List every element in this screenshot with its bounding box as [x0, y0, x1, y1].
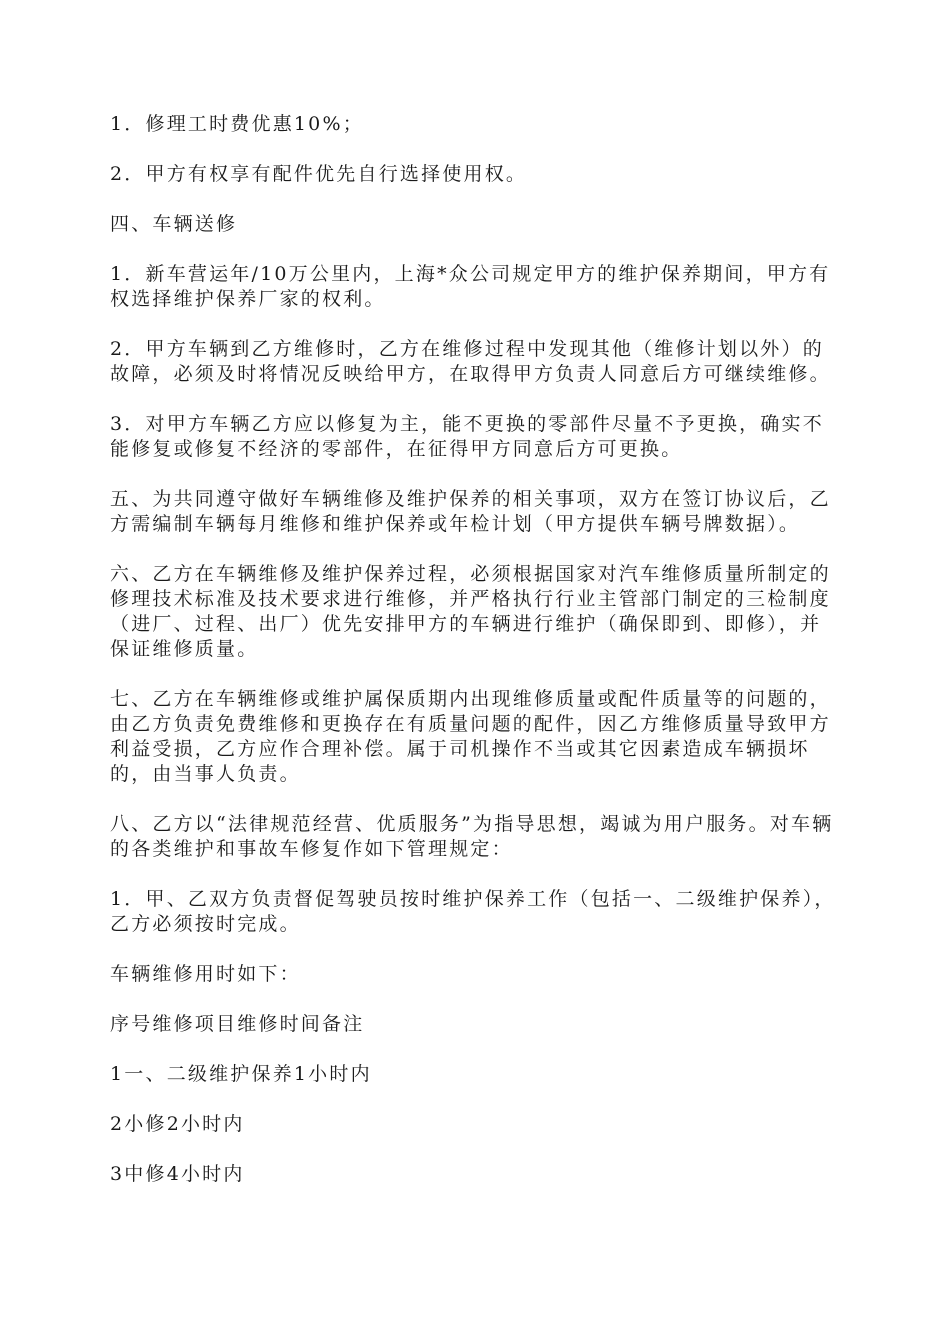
- item-labor-discount: 1．修理工时费优惠10%；: [110, 113, 364, 135]
- repair-time-header: 序号维修项目维修时间备注: [110, 1013, 365, 1035]
- section-seven: 七、乙方在车辆维修或维护属保质期内出现维修质量或配件质量等的问题的，由乙方负责免费维修和更换存在有质量问题的配件，因乙方维修质量导致甲方利益受损，乙方应作合理补偿。属于司机操作不当或其它因素造成车辆损坏的，由当事人负责。: [110, 688, 831, 785]
- section-five: 五、为共同遵守做好车辆维修及维护保养的相关事项，双方在签订协议后，乙方需编制车辆每月维修和维护保养或年检计划（甲方提供车辆号牌数据）。: [110, 488, 831, 535]
- repair-time-row: 1一、二级维护保养1小时内: [110, 1063, 372, 1085]
- section-six: 六、乙方在车辆维修及维护保养过程，必须根据国家对汽车维修质量所制定的修理技术标准及技术要求进行维修，并严格执行行业主管部门制定的三检制度（进厂、过程、出厂）优先安排甲方的车辆进行维护（确保即到、即修），并保证维修质量。: [110, 563, 831, 660]
- repair-time-row: 2小修2小时内: [110, 1113, 245, 1135]
- section-heading-vehicle-repair: 四、车辆送修: [110, 213, 238, 235]
- item-unplanned-fault: 2．甲方车辆到乙方维修时，乙方在维修过程中发现其他（维修计划以外）的故障，必须及时将情况反映给甲方，在取得甲方负责人同意后方可继续维修。: [110, 338, 831, 385]
- repair-time-row: 3中修4小时内: [110, 1163, 245, 1185]
- repair-time-intro: 车辆维修用时如下：: [110, 963, 301, 985]
- item-new-vehicle-maintenance: 1．新车营运年/10万公里内，上海*众公司规定甲方的维护保养期间，甲方有权选择维护保养厂家的权利。: [110, 263, 831, 310]
- item-parts-choice: 2．甲方有权享有配件优先自行选择使用权。: [110, 163, 528, 185]
- section-eight: 八、乙方以“法律规范经营、优质服务”为指导思想，竭诚为用户服务。对车辆的各类维护和事故车修复作如下管理规定：: [110, 813, 834, 860]
- item-repair-first: 3．对甲方车辆乙方应以修复为主，能不更换的零部件尽量不予更换，确实不能修复或修复不经济的零部件，在征得甲方同意后方可更换。: [110, 413, 824, 460]
- item-driver-supervision: 1．甲、乙双方负责督促驾驶员按时维护保养工作（包括一、二级维护保养），乙方必须按时完成。: [110, 888, 836, 935]
